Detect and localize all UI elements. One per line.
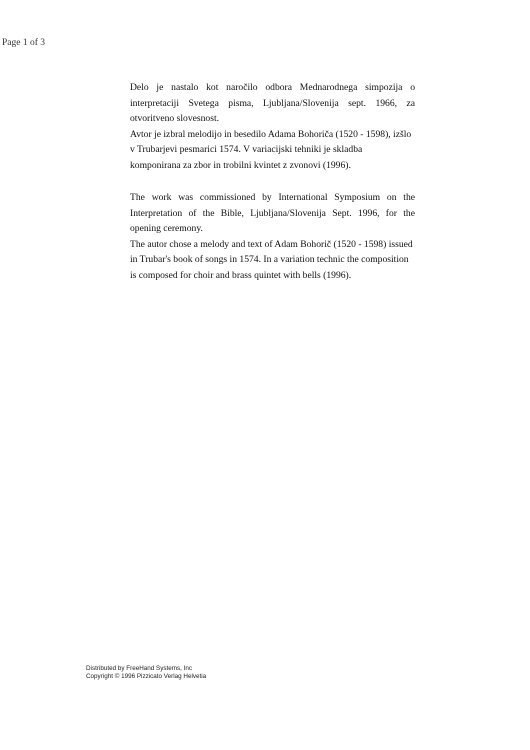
slovene-program-note [130, 80, 415, 173]
slovene-paragraph-commission: Delo je nastalo kot naročilo odbora Mednarodnega simpozija o interpretaciji Svetega pisma, Ljubljana/Slovenija sept. 1966, za otvoritveno slovesnost. [130, 82, 415, 124]
english-program-note [130, 190, 415, 283]
distributor-line: Distributed by FreeHand Systems, Inc [86, 665, 193, 672]
slovene-paragraph-composition: Avtor je izbral melodijo in besedilo Adama Bohoriča (1520 - 1598), izšlo v Trubarjevi pesmarici 1574. V variacijski tehniki je skladba komponirana za zbor in trobilni kvintet z zvonovi (1996). [130, 128, 412, 171]
footer [86, 665, 206, 682]
english-paragraph-commission: The work was commissioned by International Symposium on the Interpretation of the Bible, Ljubljana/Slovenija Sept. 1996, for the opening ceremony. [130, 192, 415, 234]
page-counter: Page 1 of 3 [2, 38, 46, 48]
copyright-line: Copyright © 1996 Pizzicato Verlag Helvetia [86, 673, 207, 681]
english-paragraph-composition: The autor chose a melody and text of Adam Bohorič (1520 - 1598) issued in Trubar's book of songs in 1574. In a variation technic the composition is composed for choir and brass quintet with bells (1996). [130, 238, 413, 281]
